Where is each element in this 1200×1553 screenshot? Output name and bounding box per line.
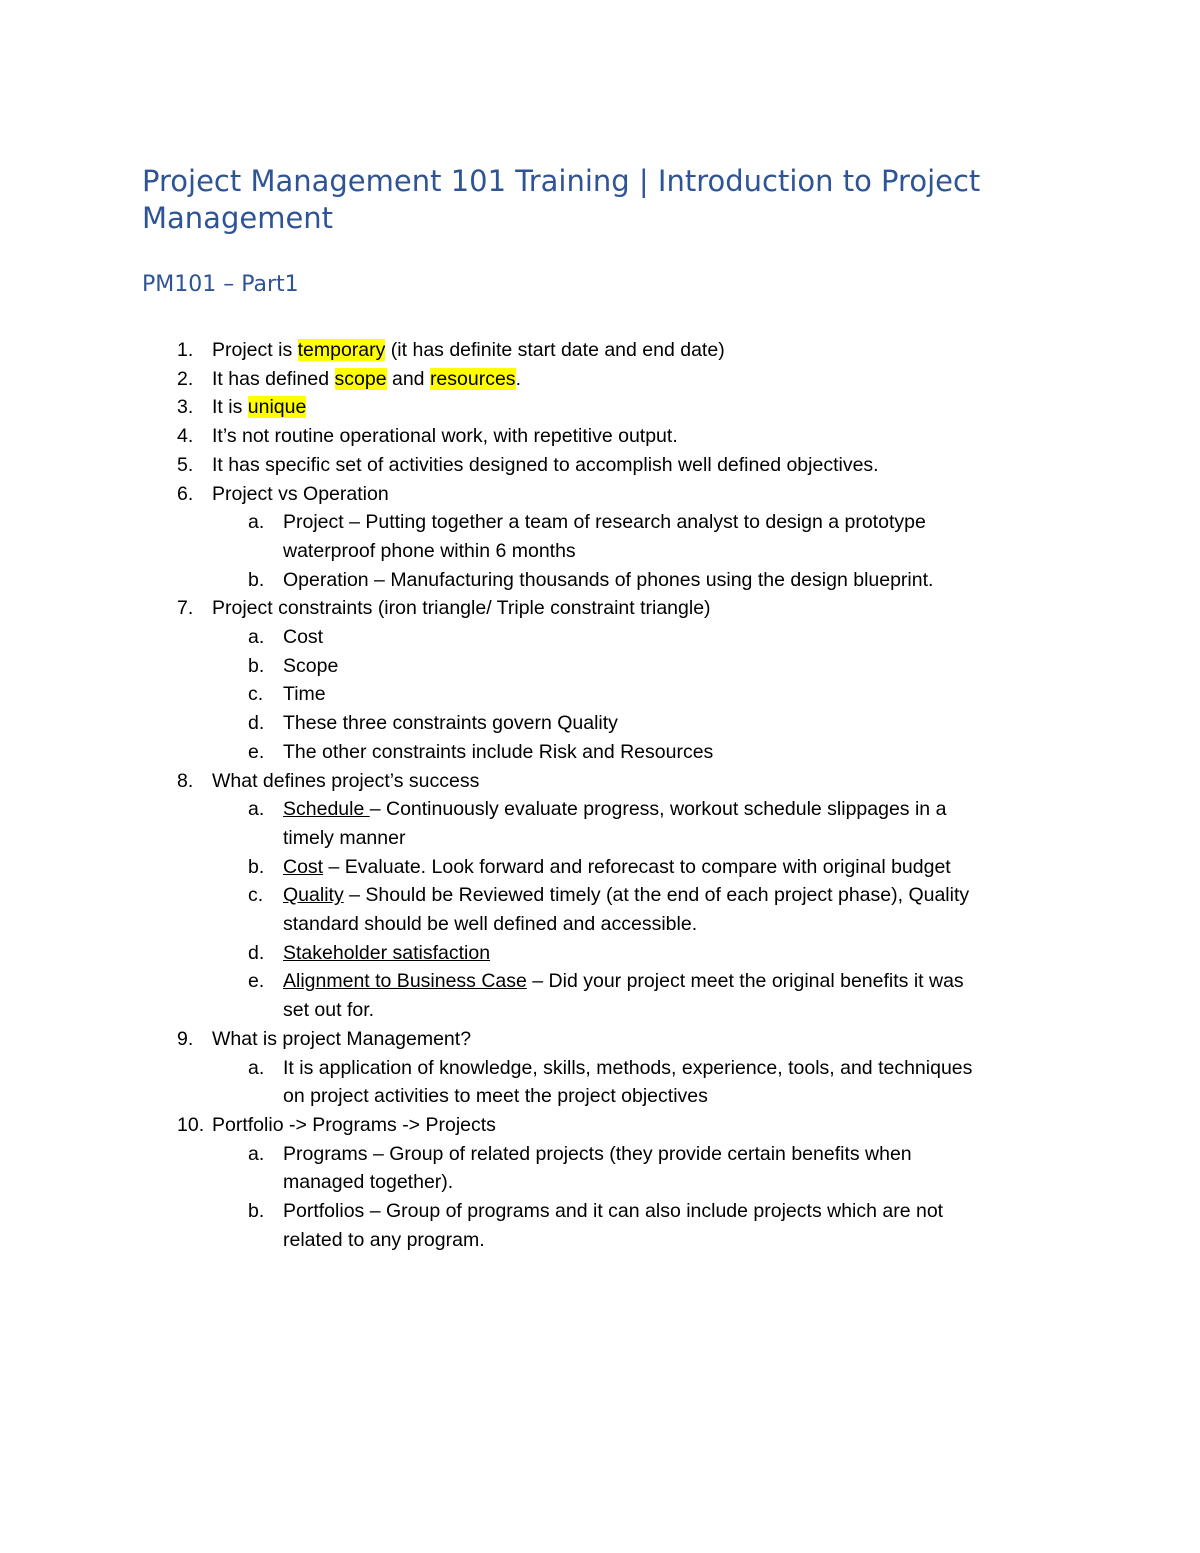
list-item (0, 365, 1200, 394)
sub-item (0, 709, 1200, 738)
item-text: These three constraints govern Quality (283, 712, 618, 735)
item-text: set out for. (283, 999, 375, 1022)
sub-item (0, 680, 1200, 709)
highlighted-term: resources (429, 367, 516, 390)
list-letter: c. (248, 683, 264, 706)
item-text: It has specific set of activities designed to accomplish well defined objectives. (212, 453, 879, 476)
sub-item (0, 508, 1200, 537)
sub-item-continuation (0, 824, 1200, 853)
highlighted-term: unique (247, 396, 307, 419)
item-text: It has defined (212, 367, 335, 390)
list-letter: b. (248, 568, 265, 591)
item-text: timely manner (283, 826, 406, 849)
item-text: It is application of knowledge, skills, methods, experience, tools, and techniques (283, 1056, 973, 1079)
sub-item (0, 1140, 1200, 1169)
item-text: related to any program. (283, 1228, 485, 1251)
sub-item (0, 1197, 1200, 1226)
item-text: The other constraints include Risk and Resources (283, 740, 714, 763)
list-number: 7. (177, 597, 194, 620)
sub-item-continuation (0, 996, 1200, 1025)
list-letter: d. (248, 941, 265, 964)
item-text: Project constraints (iron triangle/ Triple constraint triangle) (212, 597, 711, 620)
list-letter: a. (248, 798, 265, 821)
sub-item (0, 566, 1200, 595)
item-text: standard should be well defined and accessible. (283, 913, 698, 936)
underlined-term: Quality (283, 884, 344, 907)
list-number: 2. (177, 367, 194, 390)
sub-item (0, 939, 1200, 968)
list-item (0, 594, 1200, 623)
sub-item (0, 738, 1200, 767)
item-text: Operation – Manufacturing thousands of phones using the design blueprint. (283, 568, 934, 591)
underlined-term: Schedule (283, 798, 370, 821)
item-text: Scope (283, 654, 339, 677)
list-letter: b. (248, 654, 265, 677)
item-text: It’s not routine operational work, with repetitive output. (212, 425, 678, 448)
item-text: (it has definite start date and end date) (385, 339, 725, 361)
list-letter: b. (248, 1200, 265, 1223)
list-item (0, 393, 1200, 422)
item-text: – Did your project meet the original benefits it was (526, 970, 964, 993)
sub-item-continuation (0, 537, 1200, 566)
list-item (0, 767, 1200, 796)
list-item (0, 1111, 1200, 1140)
list-number: 10. (177, 1113, 205, 1136)
item-text: – Evaluate. Look forward and reforecast to compare with original budget (323, 855, 951, 878)
item-text: Portfolios – Group of programs and it can also include projects which are not (283, 1200, 944, 1223)
list-item (0, 336, 1200, 365)
item-text: managed together). (283, 1171, 454, 1194)
sub-item-continuation (0, 910, 1200, 939)
item-text: Project vs Operation (212, 482, 389, 505)
sub-item (0, 881, 1200, 910)
highlighted-term: scope (334, 367, 387, 390)
sub-item (0, 1054, 1200, 1083)
underlined-term: Stakeholder satisfaction (283, 941, 491, 964)
numbered-list (0, 336, 1200, 1255)
list-number: 5. (177, 453, 194, 476)
item-text: It is (212, 396, 248, 419)
list-letter: a. (248, 1056, 265, 1079)
sub-item (0, 853, 1200, 882)
list-number: 1. (177, 339, 194, 361)
highlighted-term: temporary (297, 339, 386, 361)
list-number: 4. (177, 425, 194, 448)
sub-item (0, 967, 1200, 996)
item-text: Portfolio -> Programs -> Projects (212, 1113, 496, 1136)
sub-item (0, 795, 1200, 824)
item-text: . (515, 367, 521, 390)
list-number: 9. (177, 1027, 194, 1050)
item-text: Project is (212, 339, 298, 361)
item-text: waterproof phone within 6 months (283, 539, 576, 562)
list-letter: e. (248, 970, 265, 993)
list-letter: e. (248, 740, 265, 763)
item-text: – Should be Reviewed timely (at the end of each project phase), Quality (343, 884, 970, 907)
item-text: Cost (283, 626, 324, 649)
list-item (0, 1025, 1200, 1054)
item-text: on project activities to meet the project objectives (283, 1085, 708, 1108)
item-text: What defines project’s success (212, 769, 480, 792)
section-heading: PM101 – Part1 (142, 272, 299, 297)
sub-item-continuation (0, 1226, 1200, 1255)
list-number: 8. (177, 769, 194, 792)
sub-item-continuation (0, 1168, 1200, 1197)
underlined-term: Cost (283, 855, 324, 878)
sub-item (0, 652, 1200, 681)
list-number: 6. (177, 482, 194, 505)
item-text: Programs – Group of related projects (they provide certain benefits when (283, 1142, 912, 1165)
list-item (0, 480, 1200, 509)
item-text: What is project Management? (212, 1027, 472, 1050)
underlined-term: Alignment to Business Case (283, 970, 527, 993)
item-text: Project – Putting together a team of research analyst to design a prototype (283, 511, 926, 534)
list-letter: a. (248, 511, 265, 534)
document-title: Project Management 101 Training | Introduction to Project Management (142, 164, 981, 235)
item-text: Time (283, 683, 326, 706)
sub-item (0, 623, 1200, 652)
list-letter: c. (248, 884, 264, 907)
list-number: 3. (177, 396, 194, 419)
list-item (0, 422, 1200, 451)
sub-item-continuation (0, 1082, 1200, 1111)
list-letter: a. (248, 626, 265, 649)
item-text: and (386, 367, 430, 390)
list-letter: d. (248, 712, 265, 735)
list-item (0, 451, 1200, 480)
list-letter: a. (248, 1142, 265, 1165)
list-letter: b. (248, 855, 265, 878)
item-text: – Continuously evaluate progress, workout schedule slippages in a (369, 798, 947, 821)
